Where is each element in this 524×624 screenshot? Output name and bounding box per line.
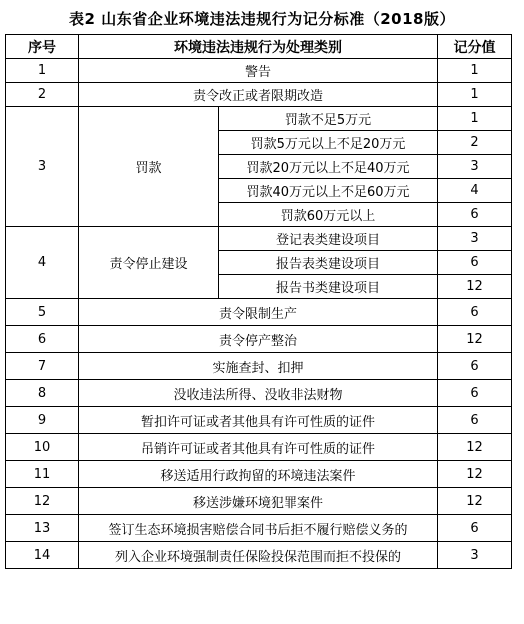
- cell-score: 12: [438, 434, 512, 461]
- cell-subitem: 登记表类建设项目: [219, 227, 438, 251]
- cell-category: 警告: [79, 59, 438, 83]
- cell-seq: 14: [6, 542, 79, 569]
- header-seq: 序号: [6, 35, 79, 59]
- cell-seq: 8: [6, 380, 79, 407]
- cell-seq: 4: [6, 227, 79, 299]
- cell-subitem: 罚款60万元以上: [219, 203, 438, 227]
- cell-subitem: 罚款20万元以上不足40万元: [219, 155, 438, 179]
- cell-score: 6: [438, 407, 512, 434]
- cell-subitem: 罚款40万元以上不足60万元: [219, 179, 438, 203]
- cell-score: 2: [438, 131, 512, 155]
- cell-seq: 13: [6, 515, 79, 542]
- cell-category: 移送涉嫌环境犯罪案件: [79, 488, 438, 515]
- cell-score: 3: [438, 227, 512, 251]
- cell-seq: 9: [6, 407, 79, 434]
- cell-score: 4: [438, 179, 512, 203]
- cell-seq: 12: [6, 488, 79, 515]
- cell-score: 6: [438, 380, 512, 407]
- cell-category: 责令限制生产: [79, 299, 438, 326]
- table-row: [6, 59, 512, 83]
- cell-score: 6: [438, 299, 512, 326]
- header-category: 环境违法违规行为处理类别: [79, 35, 438, 59]
- cell-seq: 7: [6, 353, 79, 380]
- table-row: [6, 461, 512, 488]
- table-row: [6, 542, 512, 569]
- header-row: [6, 35, 512, 59]
- cell-subitem: 报告书类建设项目: [219, 275, 438, 299]
- cell-score: 12: [438, 488, 512, 515]
- cell-score: 6: [438, 251, 512, 275]
- cell-score: 6: [438, 353, 512, 380]
- table-row: [6, 488, 512, 515]
- table-row: [6, 380, 512, 407]
- cell-category: 暂扣许可证或者其他具有许可性质的证件: [79, 407, 438, 434]
- cell-score: 1: [438, 83, 512, 107]
- cell-category: 责令停产整治: [79, 326, 438, 353]
- cell-seq: 6: [6, 326, 79, 353]
- cell-category: 签订生态环境损害赔偿合同书后拒不履行赔偿义务的: [79, 515, 438, 542]
- cell-category: 责令改正或者限期改造: [79, 83, 438, 107]
- table-row: [6, 353, 512, 380]
- table-row: [6, 107, 512, 131]
- table-row: [6, 434, 512, 461]
- table-row: [6, 515, 512, 542]
- cell-category: 吊销许可证或者其他具有许可性质的证件: [79, 434, 438, 461]
- table-row: [6, 227, 512, 251]
- cell-category: 移送适用行政拘留的环境违法案件: [79, 461, 438, 488]
- cell-seq: 3: [6, 107, 79, 227]
- cell-category: 实施查封、扣押: [79, 353, 438, 380]
- table-row: [6, 299, 512, 326]
- table-row: [6, 326, 512, 353]
- cell-score: 6: [438, 203, 512, 227]
- table-row: [6, 83, 512, 107]
- cell-seq: 5: [6, 299, 79, 326]
- cell-score: 1: [438, 107, 512, 131]
- cell-category: 没收违法所得、没收非法财物: [79, 380, 438, 407]
- table-row: [6, 407, 512, 434]
- cell-subitem: 报告表类建设项目: [219, 251, 438, 275]
- cell-score: 3: [438, 155, 512, 179]
- cell-category: 罚款: [79, 107, 219, 227]
- cell-subitem: 罚款5万元以上不足20万元: [219, 131, 438, 155]
- cell-score: 12: [438, 326, 512, 353]
- scoring-table: [5, 34, 512, 569]
- cell-score: 12: [438, 461, 512, 488]
- cell-score: 3: [438, 542, 512, 569]
- cell-seq: 1: [6, 59, 79, 83]
- cell-category: 责令停止建设: [79, 227, 219, 299]
- cell-category: 列入企业环境强制责任保险投保范围而拒不投保的: [79, 542, 438, 569]
- cell-score: 12: [438, 275, 512, 299]
- cell-seq: 2: [6, 83, 79, 107]
- cell-score: 1: [438, 59, 512, 83]
- cell-seq: 10: [6, 434, 79, 461]
- cell-seq: 11: [6, 461, 79, 488]
- table-title: 表2 山东省企业环境违法违规行为记分标准（2018版）: [69, 10, 455, 28]
- cell-subitem: 罚款不足5万元: [219, 107, 438, 131]
- header-score: 记分值: [438, 35, 512, 59]
- cell-score: 6: [438, 515, 512, 542]
